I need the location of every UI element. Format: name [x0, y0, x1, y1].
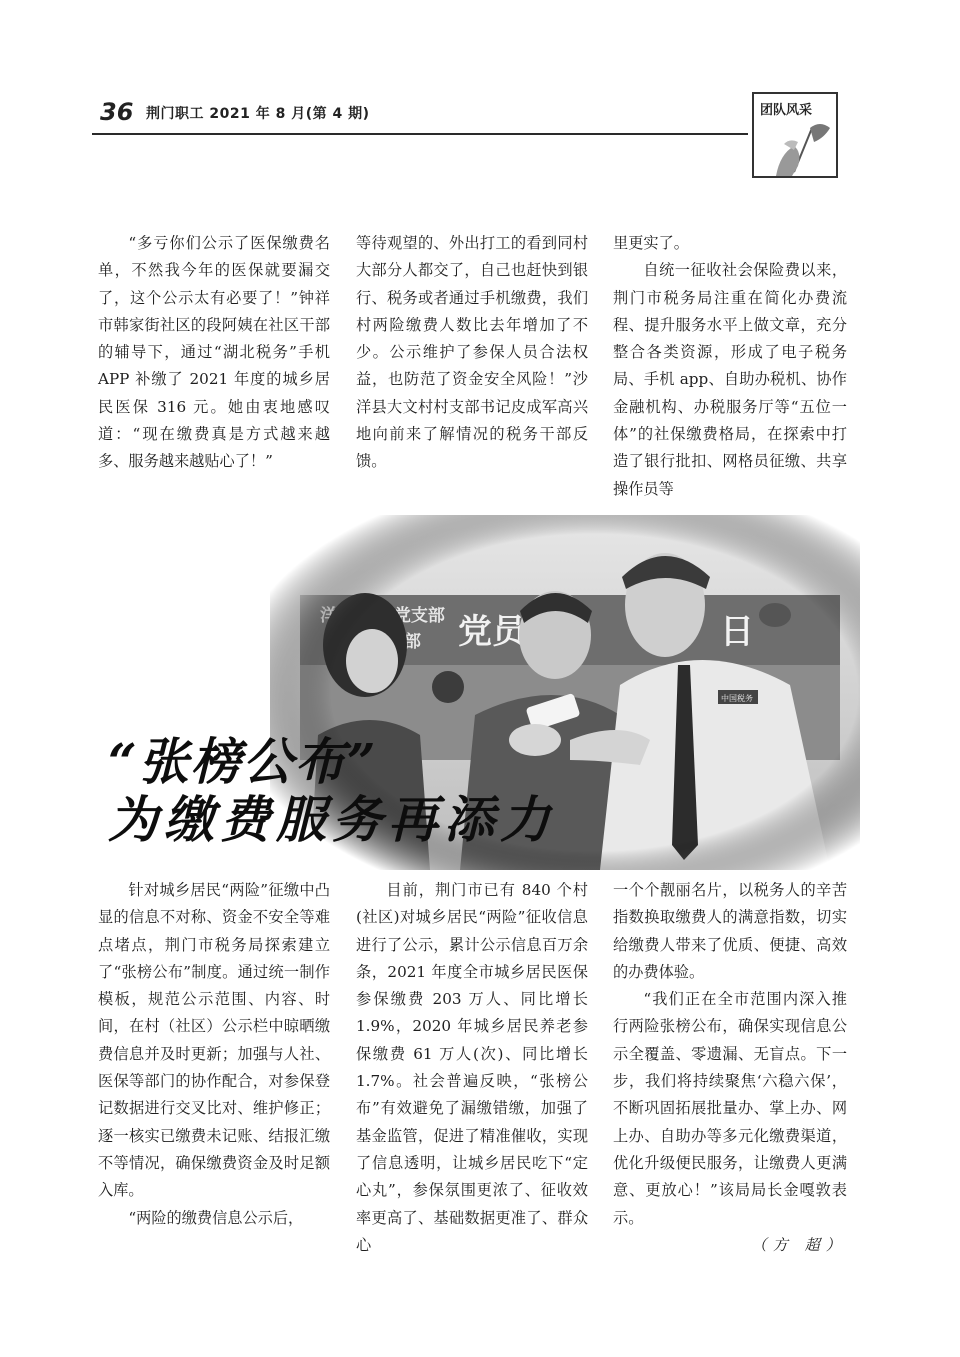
- article-column-2-bottom: [356, 877, 588, 1259]
- byline: （方 超）: [751, 1235, 847, 1254]
- header-rule: [92, 133, 748, 135]
- paragraph: 自统一征收社会保险费以来，荆门市税务局注重在简化办费流程、提升服务水平上做文章，充分整合各类资源，形成了电子税务局、手机 app、自助办税机、协作金融机构、办税服务厅等“五位一体”的社保缴费格局，在探索中打造了银行批扣、网格员征缴、共享操作员等: [613, 261, 847, 498]
- paragraph: “两险的缴费信息公示后，: [128, 1208, 304, 1227]
- paragraph: “多亏你们公示了医保缴费名单，不然我今年的医保就要漏交了，这个公示太有必要了！”钟祥市韩家街社区的段阿姨在社区干部的辅导下，通过“湖北税务”手机 APP 补缴了 2021 年度的城乡居民医保 316 元。她由衷地感叹道：“现在缴费真是方式越来越多、服务越来越贴心了！”: [98, 234, 330, 471]
- article-column-1-top: [98, 230, 330, 476]
- flag-raising-icon: [754, 94, 838, 178]
- paragraph: 目前，荆门市已有 840 个村(社区)对城乡居民“两险”征收信息进行了公示，累计公示信息百万余条，2021 年度全市城乡居民医保参保缴费 203 万人、同比增长 1.9%，2020 年城乡居民养老参保缴费 61 万人(次)、同比增长 1.7%。社会普遍反映，“张榜公布”有效避免了漏缴错缴，加强了基金监管，促进了精准催收，实现了信息透明，让城乡居民吃下“定心丸”，参保氛围更浓了、征收效率更高了、基础数据更准了、群众心: [356, 881, 588, 1254]
- paragraph: 一个个靓丽名片，以税务人的辛苦指数换取缴费人的满意指数，切实给缴费人带来了优质、便捷、高效的办费体验。: [613, 881, 847, 981]
- article-title-line-1: “张榜公布”: [108, 732, 378, 791]
- article-title-line-2: 为缴费服务再添力: [108, 790, 556, 849]
- section-badge: [752, 92, 838, 178]
- page-number: 36: [100, 98, 134, 126]
- article-column-3-bottom: [613, 877, 847, 1259]
- section-badge-label: 团队风采: [760, 103, 813, 118]
- article-column-1-bottom: [98, 877, 330, 1232]
- article-column-3-top: [613, 230, 847, 503]
- running-head: 荆门职工 2021 年 8 月(第 4 期): [146, 106, 370, 122]
- article-column-2-top: [356, 230, 588, 476]
- paragraph: 针对城乡居民“两险”征缴中凸显的信息不对称、资金不安全等难点堵点，荆门市税务局探索建立了“张榜公布”制度。通过统一制作模板，规范公示范围、内容、时间，在村（社区）公示栏中晾晒缴费信息并及时更新；加强与人社、医保等部门的协作配合，对参保登记数据进行交叉比对、维护修正；逐一核实已缴费未记账、结报汇缴不等情况，确保缴费资金及时足额入库。: [98, 881, 330, 1200]
- paragraph: 等待观望的、外出打工的看到同村大部分人都交了，自己也赶快到银行、税务或者通过手机缴费，我们村两险缴费人数比去年增加了不少。公示维护了参保人员合法权益，也防范了资金安全风险！”沙洋县大文村村支部书记皮成军高兴地向前来了解情况的税务干部反馈。: [356, 234, 588, 471]
- paragraph: 里更实了。: [613, 234, 689, 252]
- paragraph: “我们正在全市范围内深入推行两险张榜公布，确保实现信息公示全覆盖、零遗漏、无盲点。下一步，我们将持续聚焦‘六稳六保’，不断巩固拓展批量办、掌上办、网上办、自助办等多元化缴费渠道，优化升级便民服务，让缴费人更满意、更放心！”该局局长金嘎敦表示。: [613, 990, 847, 1227]
